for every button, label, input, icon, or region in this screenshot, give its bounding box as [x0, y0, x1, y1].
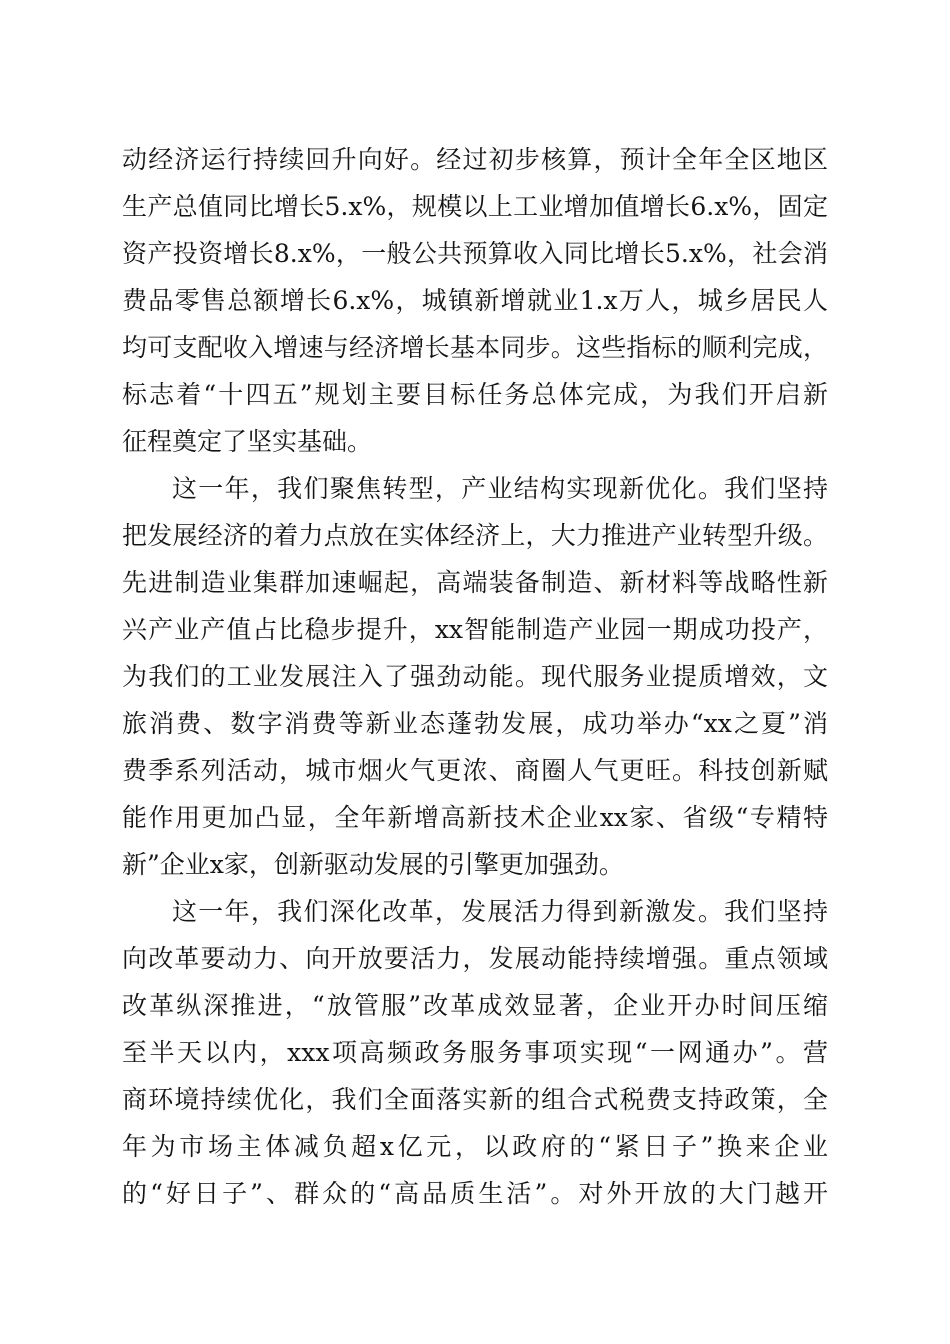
text-line: 生产总值同比增长5.x%，规模以上工业增加值增长6.x%，固定	[122, 192, 828, 221]
text-line: 新”企业x家，创新驱动发展的引擎更加强劲。	[122, 850, 624, 879]
text-line: 标志着“十四五”规划主要目标任务总体完成，为我们开启新	[122, 380, 828, 409]
text-line: 为我们的工业发展注入了强劲动能。现代服务业提质增效，文	[122, 662, 828, 691]
text-line: 的“好日子”、群众的“高品质生活”。对外开放的大门越开	[122, 1179, 828, 1208]
text-line: 改革纵深推进，“放管服”改革成效显著，企业开办时间压缩	[122, 991, 828, 1020]
text-line: 征程奠定了坚实基础。	[122, 427, 373, 456]
text-line: 动经济运行持续回升向好。经过初步核算，预计全年全区地区	[122, 145, 828, 174]
text-line: 至半天以内，xxx项高频政务服务事项实现“一网通办”。营	[122, 1038, 828, 1067]
text-line: 费品零售总额增长6.x%，城镇新增就业1.x万人，城乡居民人	[122, 286, 828, 315]
text-line: 旅消费、数字消费等新业态蓬勃发展，成功举办“xx之夏”消	[122, 709, 828, 738]
text-line: 均可支配收入增速与经济增长基本同步。这些指标的顺利完成，	[122, 333, 828, 362]
text-line: 把发展经济的着力点放在实体经济上，大力推进产业转型升级。	[122, 521, 828, 550]
text-line: 费季系列活动，城市烟火气更浓、商圈人气更旺。科技创新赋	[122, 756, 828, 785]
text-line: 兴产业产值占比稳步提升，xx智能制造产业园一期成功投产，	[122, 615, 828, 644]
text-line: 向改革要动力、向开放要活力，发展动能持续增强。重点领域	[122, 944, 828, 973]
paragraph-first-line: 这一年，我们深化改革，发展活力得到新激发。我们坚持	[172, 897, 828, 926]
paragraph-first-line: 这一年，我们聚焦转型，产业结构实现新优化。我们坚持	[172, 474, 828, 503]
text-line: 先进制造业集群加速崛起，高端装备制造、新材料等战略性新	[122, 568, 828, 597]
text-line: 商环境持续优化，我们全面落实新的组合式税费支持政策，全	[122, 1085, 828, 1114]
text-line: 资产投资增长8.x%，一般公共预算收入同比增长5.x%，社会消	[122, 239, 828, 268]
text-line: 年为市场主体减负超x亿元，以政府的“紧日子”换来企业	[122, 1132, 828, 1161]
text-line: 能作用更加凸显，全年新增高新技术企业xx家、省级“专精特	[122, 803, 828, 832]
